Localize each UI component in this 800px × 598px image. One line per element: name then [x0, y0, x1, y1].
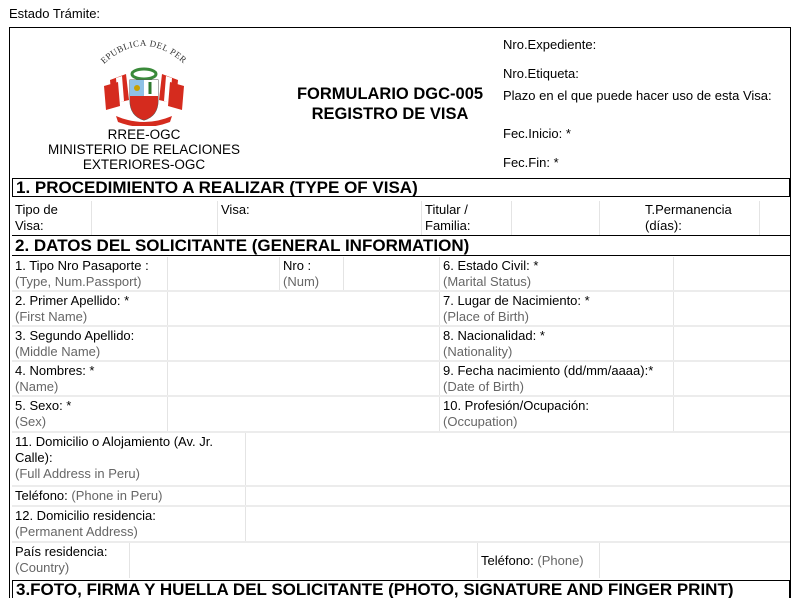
- telefono-label: Teléfono: (Phone in Peru): [12, 487, 246, 507]
- domicilio-residencia-field[interactable]: [246, 507, 790, 543]
- ministry-name: [34, 127, 254, 172]
- primer-apellido-label: 2. Primer Apellido: * (First Name): [12, 292, 168, 327]
- domicilio-label: 11. Domicilio o Alojamiento (Av. Jr. Calle): (Full Address in Peru): [12, 433, 246, 487]
- nro-expediente-label: Nro.Expediente:: [503, 37, 597, 52]
- lugar-nacimiento-field[interactable]: [674, 292, 790, 327]
- estado-civil-label: 6. Estado Civil: * (Marital Status): [440, 257, 674, 292]
- section2-title: 2. DATOS DEL SOLICITANTE (GENERAL INFORMATION): [12, 237, 790, 256]
- peru-coat-of-arms-icon: [96, 34, 192, 126]
- form-title: [278, 84, 502, 124]
- titular-familia-label: Titular / Familia:: [422, 201, 512, 235]
- telefono-residencia-field[interactable]: [600, 543, 790, 578]
- visa-field[interactable]: [326, 201, 422, 235]
- permanencia-field[interactable]: [760, 201, 790, 235]
- nombres-label: 4. Nombres: * (Name): [12, 362, 168, 397]
- form-row: [12, 397, 790, 433]
- fec-inicio-label: Fec.Inicio: *: [503, 126, 571, 141]
- primer-apellido-field[interactable]: [168, 292, 440, 327]
- form-row: [12, 507, 790, 543]
- segundo-apellido-field[interactable]: [168, 327, 440, 362]
- pais-residencia-label: País residencia: (Country): [12, 543, 130, 578]
- ministry-line: MINISTERIO DE RELACIONES: [47, 142, 241, 157]
- nacionalidad-label: 8. Nacionalidad: * (Nationality): [440, 327, 674, 362]
- section3-title: 3.FOTO, FIRMA Y HUELLA DEL SOLICITANTE (PHOTO, SIGNATURE AND FINGER PRINT): [12, 580, 790, 598]
- titular-familia-field[interactable]: [512, 201, 600, 235]
- visa-form: [9, 27, 791, 598]
- form-row: [12, 327, 790, 362]
- form-row: [12, 292, 790, 327]
- nacionalidad-field[interactable]: [674, 327, 790, 362]
- pais-residencia-field[interactable]: [130, 543, 478, 578]
- tipo-visa-field[interactable]: [92, 201, 218, 235]
- lugar-nacimiento-label: 7. Lugar de Nacimiento: * (Place of Birth): [440, 292, 674, 327]
- ministry-line: RREE-OGC: [107, 127, 181, 142]
- form-row: [12, 543, 790, 578]
- nro-pasaporte-field[interactable]: [344, 257, 440, 292]
- form-header: [10, 28, 790, 177]
- section1-title: 1. PROCEDIMIENTO A REALIZAR (TYPE OF VISA): [12, 178, 790, 197]
- form-row: [12, 433, 790, 487]
- estado-civil-field[interactable]: [674, 257, 790, 292]
- form-row: [12, 487, 790, 507]
- fecha-nacimiento-field[interactable]: [674, 362, 790, 397]
- profesion-field[interactable]: [674, 397, 790, 433]
- fec-fin-label: Fec.Fin: *: [503, 155, 559, 170]
- profesion-label: 10. Profesión/Ocupación: (Occupation): [440, 397, 674, 433]
- nro-pasaporte-label: Nro : (Num): [280, 257, 344, 292]
- telefono-residencia-label: Teléfono: (Phone): [478, 543, 600, 578]
- nro-etiqueta-label: Nro.Etiqueta:: [503, 66, 579, 81]
- estado-tramite-label: Estado Trámite:: [9, 6, 101, 21]
- sexo-label: 5. Sexo: * (Sex): [12, 397, 168, 433]
- visa-label: Visa:: [221, 202, 250, 217]
- visa-type-row: [12, 201, 790, 235]
- emblem-text: EPUBLICA DEL PER: [98, 37, 189, 66]
- form-row: [12, 362, 790, 397]
- permanencia-label: T.Permanencia (días):: [642, 201, 760, 235]
- fecha-nacimiento-label: 9. Fecha nacimiento (dd/mm/aaaa):* (Date of Birth): [440, 362, 674, 397]
- permanencia-spacer: [600, 201, 642, 235]
- ministry-line: EXTERIORES-OGC: [82, 157, 206, 172]
- nombres-field[interactable]: [168, 362, 440, 397]
- plazo-label: Plazo en el que puede hacer uso de esta Visa:: [503, 88, 772, 103]
- form-title-line2: REGISTRO DE VISA: [311, 105, 469, 123]
- svg-text:REPUBLICA DEL PERU: [96, 34, 189, 66]
- section2-top-rule: [12, 235, 790, 236]
- tipo-pasaporte-label: 1. Tipo Nro Pasaporte : (Type, Num.Passport): [12, 257, 168, 292]
- tipo-pasaporte-field[interactable]: [168, 257, 280, 292]
- segundo-apellido-label: 3. Segundo Apellido: (Middle Name): [12, 327, 168, 362]
- tipo-visa-label: Tipo de Visa:: [12, 201, 92, 235]
- domicilio-field[interactable]: [246, 433, 790, 487]
- form-title-line1: FORMULARIO DGC-005: [296, 85, 484, 103]
- form-row: [12, 257, 790, 292]
- sexo-field[interactable]: [168, 397, 440, 433]
- telefono-field[interactable]: [246, 487, 790, 507]
- domicilio-residencia-label: 12. Domicilio residencia: (Permanent Address): [12, 507, 246, 543]
